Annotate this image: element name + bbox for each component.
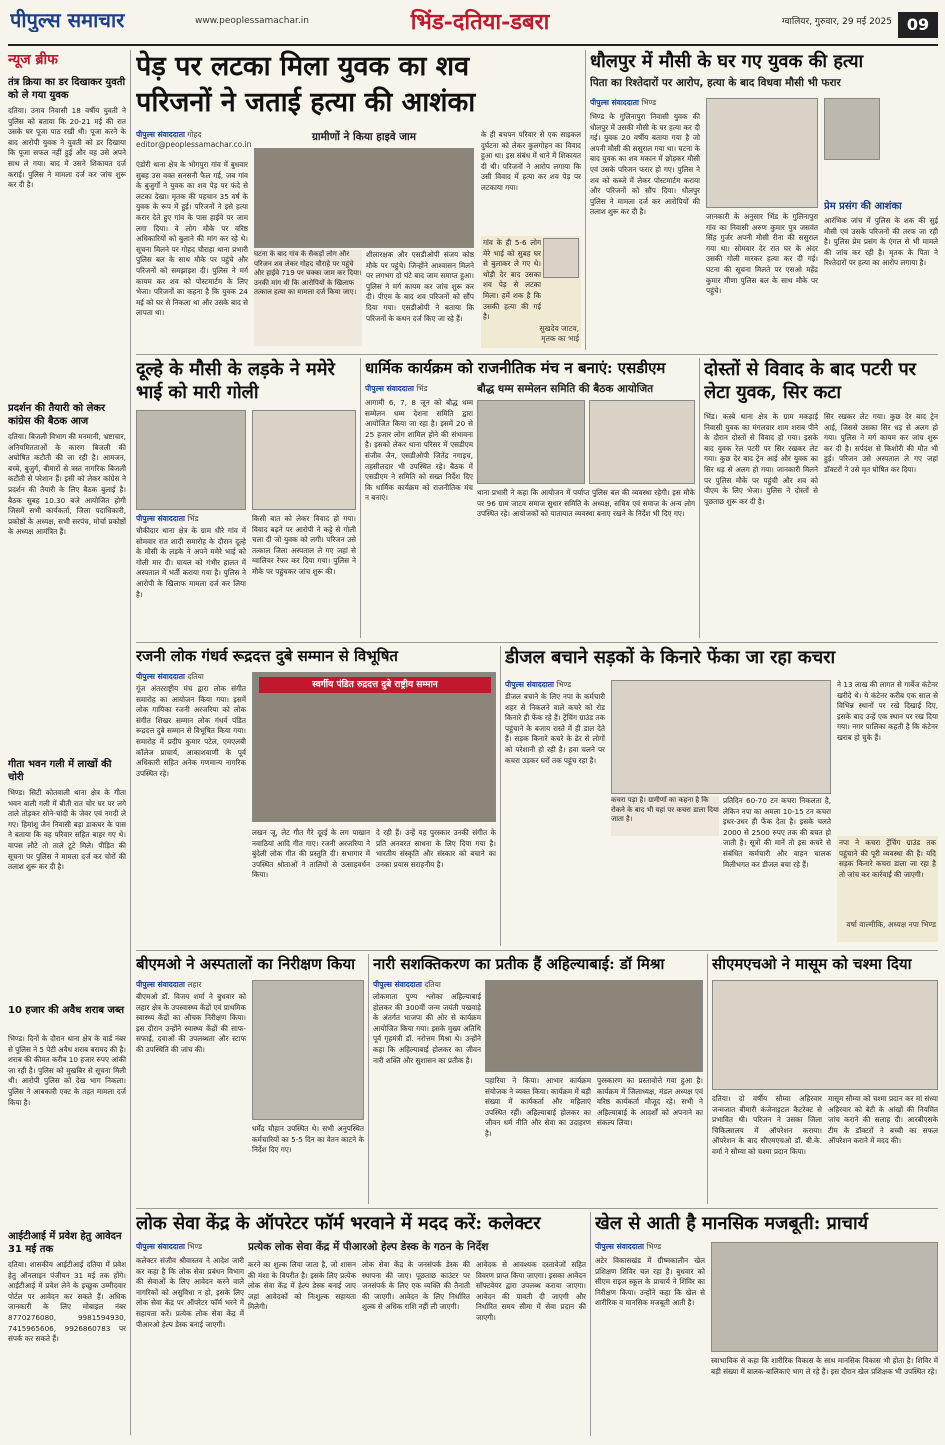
lead-headline-line2: परिजनों ने जताई हत्या की आशंका (136, 87, 476, 118)
byline-place: दतिया (187, 672, 204, 681)
article-body: लखन जू, लेट गीत गैरे दूरई के लग पाखान नवाठियां आदि गीत गाए। रजनी अरजरिया ने बुंदेली लोक गीत की प्रस्तुति दी। सभागार में उपस्थित श्रोताओं ने तालियों से उत्साहवर्धन किया। (252, 828, 370, 880)
article-body: कलेक्टर संजीव श्रीवास्तव ने आदेश जारी कर कहा है कि लोक सेवा प्रबंधन विभाग की सेवाओं के लिए आवेदन करने वाले नागरिकों को असुविधा न हो, इसके लिए लोक सेवा केंद्र पर ऑपरेटर फॉर्म भरने में सहायता करें। प्रत्येक लोक सेवा केंद्र में पीआरओ हेल्प डेस्क बनाई जाएगी। (136, 1256, 244, 1329)
byline-name: पीपुल्स संवाददाता (595, 1242, 644, 1251)
byline-name: पीपुल्स संवाददाता (136, 672, 185, 681)
story-subhead: प्रत्येक लोक सेवा केंद्र में पीआरओ हेल्प डेस्क के गठन के निर्देश (248, 1241, 489, 1253)
brief-body: दतिया। बिजली विभाग की मनमानी, भ्रष्टाचार, अनियमितताओं के कारण बिजली की अघोषित कटौती की जा रही है। आमजन, बच्चे, बुजुर्ग, बीमारों से त्रस्त नागरिक बिजली कटौती से परेशान हैं। इसी को लेकर कांग्रेस ने प्रदर्शन की तैयारी के लिए बैठक बुलाई है। बैठक सुबह 10.30 बजे आयोजित होगी जिसमें सभी कार्यकर्ता, जिला पदाधिकारी, प्रकोष्ठों के अध्यक्ष, सभी सरपंच, मोर्चा प्रकोष्ठों के अध्यक्ष आमंत्रित हैं। (8, 432, 126, 537)
quote-text: गांव के ही 5-6 लोग मेरे भाई को सुबह घर से बुलाकर ले गए थे। थोड़ी देर बाद उसका शव पेड़ से लटका मिला। हमें शक है कि उसकी हत्या की गई है। (483, 238, 541, 322)
garbage-dump-photo (611, 680, 831, 794)
story-subhead: बौद्ध धम्म सम्मेलन समिति की बैठक आयोजित (477, 383, 654, 395)
article-body: स्वाभाविक से कहा कि शारीरिक विकास के साथ मानसिक विकास भी होता है। शिविर में बड़ी संख्या में बालक-बालिकाएं भाग ले रहे हैं। इस दौरान खेल प्रशिक्षक भी उपस्थित रहे। (711, 1356, 938, 1376)
byline (136, 980, 246, 990)
byline-name: पीपुल्स संवाददाता (136, 514, 185, 523)
column-divider (585, 50, 586, 350)
article-body: लोक सेवा केंद्र के जनसंपर्क डेस्क की स्थापना की जाए। पूछताछ काउंटर पर जनसंपर्क के लिए एक व्यक्ति की तैनाती की जाएगी। आवेदन के लिए निर्धारित शुल्क से अधिक राशि नहीं ली जाएगी। (362, 1260, 470, 1312)
byline-place: भिण्ड (187, 1242, 203, 1251)
article-body: लोकमाता पुण्य श्लोका अहिल्याबाई होलकर की 300वीं जन्म जयंती पखवाड़े के अंतर्गत भाजपा की ओर से कार्यक्रम आयोजित किया गया। इसके मुख्य अतिथि पूर्व गृहमंत्री डॉ. नरोत्तम मिश्रा थे। उन्होंने कहा कि अहिल्याबाई होलकर का जीवन नारी शक्ति और सुशासन का प्रतीक है। (373, 992, 481, 1065)
byline-place: भिण्ड (646, 1242, 662, 1251)
column-divider (707, 954, 708, 1204)
story-headline: लोक सेवा केंद्र के ऑपरेटर फॉर्म भरवाने में मदद करें: कलेक्टर (136, 1213, 541, 1234)
quote-inset (481, 236, 581, 348)
masthead-rule (8, 44, 938, 46)
article-body: भिण्ड के गुलिनापुरा निवासी युवक की धौलपुर में उसकी मौसी के घर हत्या कर दी गई। युवक 20 वर्षीय बताया गया है जो अपनी मौसी की ससुराल गया था। घटना के बाद युवक का शव मकान में छोड़कर मौसी एवं उसके परिजन फरार हो गए। पुलिस ने शव को कब्जे में लेकर पोस्टमार्टम कराया और परिजनों को सौंप दिया। धौलपुर पुलिस ने मामला दर्ज कर आरोपियों की तलाश शुरू कर दी है। (590, 112, 700, 217)
byline (595, 1242, 705, 1252)
brief-title: प्रदर्शन की तैयारी को लेकर कांग्रेस की बैठक आज (8, 403, 106, 427)
byline (365, 384, 473, 394)
news-brief-column (8, 50, 126, 1435)
article-body: दे रही हैं। उन्हें यह पुरस्कार उनकी संगीत के प्रति अनवरत साधना के लिए दिया गया है। भारतीय संस्कृति और संस्कार को बचाने का उनका प्रयास सराहनीय है। (376, 828, 496, 869)
byline-name: पीपुल्स संवाददाता (505, 680, 554, 689)
article-body: अटेर विकासखंड में ग्रीष्मकालीन खेल प्रशिक्षण शिविर चल रहा है। बुधवार को सीएम राइज स्कूल के प्राचार्य ने शिविर का निरीक्षण किया। उन्होंने कहा कि खेल से शारीरिक व मानसिक मजबूती आती है। (595, 1256, 705, 1308)
byline-name: पीपुल्स संवाददाता (373, 980, 422, 989)
byline-place: गोहद (187, 130, 202, 139)
article-body: सिर रखकर लेट गया। कुछ देर बाद ट्रेन आई, जिससे उसका सिर धड़ से अलग हो गया। पुलिस ने मर्ग कायम कर जांच शुरू कर दी है। सर्पदंश से किशोरी की मौत भी हुई। परिजन उसे अस्पताल ले गए जहां डॉक्टरों ने उसे मृत घोषित कर दिया। (824, 412, 938, 474)
cmho-child-photo (712, 980, 938, 1090)
brief-title: 10 हजार की अवैध शराब जब्त (8, 1005, 125, 1016)
section-divider (136, 1208, 938, 1209)
article-body: पहारिया ने किया। आभार कार्यक्रम संयोजक ने व्यक्त किया। कार्यक्रम में बड़ी संख्या में कार्यकर्ता और महिलाएं उपस्थित रहीं। अहिल्याबाई होलकर का जीवन धर्म नीति और सेवा का उदाहरण है। (485, 1076, 591, 1138)
article-body: चौकीदार थाना क्षेत्र के ग्राम धीरे गांव में सोमवार रात शादी समारोह के दौरान दूल्हे के मौसी के लड़के ने अपने ममेरे भाई को गोली मार दी। घायल को गंभीर हालत में अस्पताल में भर्ती कराया गया है। पुलिस ने आरोपी के खिलाफ मामला दर्ज कर लिया है। (136, 526, 246, 599)
article-body: एंडोरी थाना क्षेत्र के भोगपुरा गांव में बुधवार सुबह उस वक्त सनसनी फैल गई, जब गांव के बुजुर्गों ने युवक का शव पेड़ पर फंदे से लटका देखा। मृतक की पहचान 35 वर्ष के युवक के रूप में हुई। परिजनों ने इसे हत्या करार देते हुए गांव के पास हाईवे पर जाम लगा दिया। वे लोग मौके पर वरिष्ठ अधिकारियों को बुलाने की मांग कर रहे थे। सूचना मिलने पर गोहद चौराहा थाना प्रभारी पुलिस बल के साथ मौके पर पहुंचे और परिजनों को समझाइश दी। पुलिस ने मर्ग कायम कर शव को पोस्टमार्टम के लिए भेजा। परिजनों का कहना है कि युवक 24 मई को घर से निकला था और उसके बाद से लापता था। (136, 160, 248, 318)
award-ceremony-photo (252, 672, 496, 822)
article-body: डीजल बचाने के लिए नपा के कर्मचारी शहर से निकलने वाले कचरे को रोड किनारे ही फेंक रहे हैं। ट्रेंचिंग ग्राउंड तक पहुंचाने के बजाय रास्ते में ही डाल देते हैं। सड़क किनारे कचरे के ढेर से लोगों को परेशानी हो रही है। हवा चलने पर कचरा उड़कर घरों तक पहुंच रहा है। (505, 692, 605, 765)
shooting-photo (136, 410, 246, 510)
newspaper-logo: पीपुल्स समाचार (10, 8, 125, 32)
column-divider (130, 50, 131, 1435)
column-divider (368, 954, 369, 1204)
meeting-photo (589, 400, 695, 484)
date-line: ग्वालियर, गुरुवार, 29 मई 2025 (782, 17, 892, 27)
loksewa-story (136, 1212, 586, 1436)
article-body: जानकारी के अनुसार भिंड के गुलिनापुरा गांव का निवासी अरुण कुमार पुत्र जसवंत सिंह गुर्जर अपनी मौसी रीना की ससुराल गया था। सोमवार देर रात घर के अंदर उसकी गोली मारकर हत्या कर दी गई। घटना की सूचना मिलते पर एसओ महेंद्र कुमार मीणा पुलिस बल के साथ मौके पर पहुंचे। (706, 212, 818, 296)
quote-signature: वर्षा वाल्मीकि, अध्यक्ष नपा भिण्ड (846, 920, 936, 929)
column-divider (590, 1212, 591, 1436)
byline-place: भिंड (416, 384, 428, 393)
article-body: शीलारक्षक और एसडीओपी संजय कोष्ठ मौके पर पहुंचे। जिन्होंने आश्वासन मिलने पर लगभग दो घंटे बाद जाम समाप्त हुआ। पुलिस ने मर्ग कायम कर जांच शुरू कर दी। पीएम के बाद शव परिजनों को सौंप दिया गया। एसडीओपी ने बताया कि परिजनों के कथन दर्ज किए जा रहे हैं। (366, 250, 474, 323)
bmo-story (136, 954, 364, 1204)
byline-place: लहार (187, 980, 202, 989)
rajni-story (136, 646, 496, 946)
page-number: 09 (898, 12, 938, 38)
brief-body: भिण्ड। दिनों के दौरान थाना क्षेत्र के वार्ड नंबर से पुलिस ने 5 पेटी अवैध शराब बरामद की है। शराब की कीमत करीब 10 हजार रुपए आंकी जा रही है। पुलिस को मुखबिर से सूचना मिली थी। आरोपी पुलिस को देख भाग निकला। पुलिस ने आबकारी एक्ट के तहत मामला दर्ज किया है। (8, 1034, 126, 1107)
section-title: भिंड-दतिया-डबरा (410, 9, 550, 35)
brief-title: गीता भवन गली में लाखों की चोरी (8, 759, 112, 783)
byline-name: पीपुल्स संवाददाता (590, 98, 639, 107)
story-headline: धार्मिक कार्यक्रम को राजनीतिक मंच न बनाएं: एसडीएम (365, 359, 666, 377)
article-body: आरंभिक जांच में पुलिस के शक की सुई मौसी एवं उसके परिजनों की तरफ जा रही है। पुलिस प्रेम प्रसंग के एंगल से भी मामले की जांच कर रही है। मृतक के पिता ने रिश्तेदारों पर हत्या का आरोप लगाया है। (824, 216, 938, 268)
byline-name: पीपुल्स संवाददाता (136, 130, 185, 139)
photo-caption: कचरा पड़ा है। ग्रामीणों का कहना है कि रोकने के बाद भी यहां पर कचरा डाला दिया जाता है। (611, 796, 719, 836)
brief-body: दतिया। शासकीय आईटीआई दतिया में प्रवेश हेतु ऑनलाइन पंजीयन 31 मई तक होंगे। आईटीआई में प्रवेश लेने के इच्छुक उम्मीदवार पोर्टल पर आवेदन कर सकते हैं। अधिक जानकारी के लिए मोबाइल नंबर 8770276080, 9981594930, 7415965606, 9926860783 पर संपर्क कर सकते हैं। (8, 1260, 126, 1344)
article-body: मासूम सौम्या को चश्मा प्रदान कर मां संध्या अहिरवार को बेटी के आंखों की नियमित जांच कराने की सलाह दी। आरबीएसके टीम के डॉक्टरों ने बच्ची का सफल ऑपरेशन कराने में मदद की। (828, 1094, 938, 1146)
brief-body: दतिया। उनाव निवासी 18 वर्षीय युवती ने पुलिस को बताया कि 20-21 मई की रात उसके घर पूजा पाठ रखी थी। पूजा करने के बाद आरोपी युवक ने युवती को डर दिखाया कि पूजा सफल नहीं हुई और वह उसे अपने साथ ले गया। बाद में उसने शिकायत दर्ज कराई। पुलिस ने मामला दर्ज कर जांच शुरू कर दी है। (8, 106, 126, 190)
website-url: www.peoplessamachar.in (195, 16, 309, 26)
sports-story (595, 1212, 938, 1436)
brief-body: भिण्ड। सिटी कोतवाली थाना क्षेत्र के गीता भवन वाली गली में बीती रात चोर घर पर लगे ताले तोड़कर सोने-चांदी के जेवर एवं नगदी ले गए। हिमांशु जैन निवासी बड़ा डाकघर के पास ने बताया कि वह परिवार सहित बाहर गए थे। वापस लौटे तो ताले टूटे मिले। पीड़ित की सूचना पर पुलिस ने मामला दर्ज कर चोरों की तलाश शुरू कर दी है। (8, 788, 126, 872)
brief-title: आईटीआई में प्रवेश हेतु आवेदन 31 मई तक (8, 1231, 122, 1255)
story-headline: रजनी लोक गंधर्व रूद्रदत्त दुबे सम्मान से विभूषित (136, 647, 398, 665)
story-headline: खेल से आती है मानसिक मजबूती: प्राचार्य (595, 1213, 869, 1234)
news-brief-label: न्यूज ब्रीफ (8, 52, 58, 68)
award-banner: स्वर्गीय पंडित रुद्रदत्त दुबे राष्ट्रीय सम्मान (259, 677, 491, 693)
byline-place: भिंड (187, 514, 199, 523)
lead-story (136, 50, 581, 350)
byline (373, 980, 481, 990)
brief-title: तंत्र क्रिया का डर दिखाकर युवती को ले गया युवक (8, 77, 126, 101)
ahilya-story (373, 954, 703, 1204)
article-body: किसी बात को लेकर विवाद हो गया। विवाद बढ़ने पर आरोपी ने कट्टे से गोली चला दी जो युवक को लगी। परिजन उसे तत्काल जिला अस्पताल ले गए जहां से ग्वालियर रेफर कर दिया गया। पुलिस ने मौके पर पहुंचकर जांच शुरू की। (252, 514, 356, 576)
article-body: आगामी 6, 7, 8 जून को बौद्ध धम्म सम्मेलन धम्म देशना समिति द्वारा आयोजित किया जा रहा है। इसमें 20 से 25 हजार लोग शामिल होने की संभावना है। इसको लेकर थाना परिसर में एसडीएम संजीव जैन, एसडीओपी जितेंद्र नगाइच, तहसीलदार भी उपस्थित रहे। बैठक में एसडीएम ने समिति को सख्त निर्देश दिए कि धार्मिक कार्यक्रम को राजनीतिक मंच न बनाएं। (365, 398, 473, 503)
section-divider (136, 950, 938, 951)
byline (505, 680, 605, 690)
story-headline: दूल्हे के मौसी के लड़के ने ममेरे भाई को मारी गोली (136, 359, 335, 403)
groom-story (136, 358, 356, 638)
article-body: के ही बचपन परिवार से एक साइकल दुर्घटना को लेकर कुलगोहन का विवाद हुआ था। इस संबंध में थाने में शिकायत दी थी। परिजनों ने आरोप लगाया कि उसी विवाद में हत्या कर शव पेड़ पर लटकाया गया। (481, 130, 581, 192)
cmho-story (712, 954, 938, 1204)
story-headline: सीएमएचओ ने मासूम को चश्मा दिया (712, 955, 912, 973)
photo-caption: घटना के बाद गांव के सैकड़ों लोग और परिजन शव लेकर गोहद चौराहे पर पहुंचे और हाईवे 719 पर चक्का जाम कर दिया। उनकी मांग थी कि आरोपियों के खिलाफ तत्काल हत्या का मामला दर्ज किया जाए। (254, 250, 362, 346)
meeting-photo (477, 400, 585, 484)
byline-name: पीपुल्स संवाददाता (136, 1242, 185, 1251)
lead-headline-line1: पेड़ पर लटका मिला युवक का शव (136, 51, 470, 82)
article-body: धर्मेंद्र चौहान उपस्थित थे। सभी अनुपस्थित कर्मचारियों का 5-5 दिन का वेतन काटने के निर्देश दिए गए। (252, 1124, 364, 1155)
byline-place: भिण्ड (556, 680, 572, 689)
section-divider (136, 642, 938, 643)
story-headline: डीजल बचाने सड़कों के किनारे फेंका जा रहा कचरा (505, 647, 836, 668)
byline-email: editor@peoplessamachar.co.in (136, 140, 252, 149)
article-body: पुरस्कारण का प्रस्तावोत्ते गया हुआ है। कार्यक्रम में जिलाध्यक्ष, मंडल अध्यक्ष एवं वरिष्ठ कार्यकर्ता मौजूद रहे। सभी ने अहिल्याबाई के आदर्शों को अपनाने का संकल्प लिया। (597, 1076, 703, 1128)
byline-place: दतिया (424, 980, 441, 989)
friends-story (704, 358, 938, 638)
byline-name: पीपुल्स संवाददाता (136, 980, 185, 989)
article-body: करने का शुल्क लिया जाता है, जो शासन की मंशा के विपरीत है। इसके लिए प्रत्येक लोक सेवा केंद्र में हेल्प डेस्क बनाई जाए जहां आवेदकों को निःशुल्क सहायता मिलेगी। (248, 1260, 356, 1312)
photo-heading: ग्रामीणों ने किया हाइवे जाम (311, 131, 417, 143)
victim-photo (824, 98, 880, 160)
section-subhead: प्रेम प्रसंग की आशंका (824, 201, 902, 212)
article-body: प्रतिदिन 60-70 टन कचरा निकलता है, लेकिन नपा का अमला 10-15 टन कचरा इधर-उधर ही फेंक देता है। इसके चलते 2000 से 2500 रुपए तक की बचत हो जाती है। सूत्रों की मानें तो इस कचरे से संबंधित कर्मचारी और वाहन चालक मिलीभगत कर डीजल बचा रहे हैं। (723, 796, 831, 869)
article-body: भिंड। कस्बे थाना क्षेत्र के ग्राम मकड़ाई निवासी युवक का मंगलवार शाम शराब पीने के दौरान दोस्तों से विवाद हो गया। इसके बाद युवक रेल पटरी पर सिर रखकर लेट गया। कुछ देर बाद ट्रेन आई और युवक का सिर धड़ से अलग हो गया। जानकारी मिलने पर पुलिस मौके पर पहुंची और शव को पीएम के लिए भेजा। पुलिस ने दोस्तों से पूछताछ शुरू कर दी है। (704, 412, 818, 506)
story-headline: नारी सशक्तिकरण का प्रतीक हैं अहिल्याबाई: डॉ मिश्रा (373, 955, 665, 973)
byline (136, 130, 256, 156)
byline (590, 98, 700, 110)
garbage-story (505, 646, 938, 946)
hospital-inspection-photo (252, 980, 364, 1120)
byline (136, 672, 246, 682)
column-divider (500, 646, 501, 946)
event-photo (485, 980, 703, 1072)
article-body: बीएमओ डॉ. विजय शर्मा ने बुधवार को लहार क्षेत्र के उपस्वास्थ्य केंद्रों एवं प्राथमिक स्वास्थ्य केंद्रों का औचक निरीक्षण किया। इस दौरान उन्होंने स्वास्थ्य केंद्रों की साफ-सफाई, दवाओं की उपलब्धता और स्टाफ की उपस्थिति की जांच की। (136, 992, 246, 1054)
religious-story (365, 358, 695, 638)
injured-photo (252, 410, 356, 510)
masthead (0, 0, 945, 44)
byline (136, 514, 246, 524)
quote-role: मृतक का भाई (541, 334, 579, 343)
article-body: आवेदक से आवश्यक दस्तावेजों सहित विवरण प्राप्त किया जाएगा। इसका आवेदन सॉफ्टवेयर द्वारा उपलब्ध कराया जाएगा। आवेदन की पावती दी जाएगी और निर्धारित समय सीमा में सेवा प्रदान की जाएगी। (476, 1260, 586, 1322)
article-body: थाना प्रभारी ने कहा कि आयोजन में पर्याप्त पुलिस बल की व्यवस्था रहेगी। इस मौके पर 96 ग्राम जाटव समाज सुधार समिति के अध्यक्ष, सचिव एवं समाज के अन्य लोग उपस्थित रहे। आयोजकों को यातायात व्यवस्था बनाए रखने के निर्देश भी दिए गए। (477, 488, 695, 519)
quote-name: सुखदेव जाटव, (539, 324, 579, 333)
column-divider (699, 358, 700, 638)
quote-text: नपा ने कचरा ट्रेंचिंग ग्राउंड तक पहुंचाने की पूरी व्यवस्था की है। यदि सड़क किनारे कचरा डाला जा रहा है तो जांच कर कार्रवाई की जाएगी। (839, 838, 936, 879)
quote-inset (837, 836, 938, 942)
story-headline: धौलपुर में मौसी के घर गए युवक की हत्या (590, 51, 864, 72)
dholpur-story (590, 50, 938, 350)
victim-brother-photo (543, 238, 579, 278)
sports-camp-photo (711, 1242, 938, 1352)
byline-name: पीपुल्स संवाददाता (365, 384, 414, 393)
column-divider (360, 358, 361, 638)
story-headline: बीएमओ ने अस्पतालों का निरीक्षण किया (136, 955, 356, 973)
article-body: ने 13 लाख की लागत से गार्बेज कंटेनर खरीदे थे। ये कंटेनर करीब एक साल से विभिन्न स्थानों पर रखे दिखाई दिए, इसके बाद उन्हें एक स्थान पर रख दिया गया। नगर पालिका कहती है कि कंटेनर खराब हो चुके हैं। (837, 680, 938, 742)
byline-place: भिण्ड (641, 98, 657, 107)
byline (136, 1242, 244, 1252)
article-body: गूंज अंतरराष्ट्रीय मंच द्वारा लोक संगीत समारोह का आयोजन किया गया। इसमें लोक गायिका रजनी अरजरिया को लोक संगीत शिखर सम्मान लोक गंधर्व पंडित रूद्रदत्त दुबे सम्मान से विभूषित किया गया। समारोह में प्रदीप कुमार पटेल, एमएलबी कॉलेज प्राचार्य, आकाशवाणी के पूर्व अधिकारी सहित अनेक गणमान्य नागरिक उपस्थित रहे। (136, 684, 246, 778)
story-subhead: पिता का रिश्तेदारों पर आरोप, हत्या के बाद विधवा मौसी भी फरार (590, 77, 841, 89)
story-headline: दोस्तों से विवाद के बाद पटरी पर लेटा युवक, सिर कटा (704, 359, 917, 403)
section-divider (136, 354, 938, 355)
house-photo (706, 98, 818, 208)
highway-jam-photo (254, 148, 474, 248)
article-body: दतिया। दो वर्षीय सौम्या अहिरवार जन्मजात बीमारी कंजेनाइटल कैटरेक्ट से प्रभावित थी। परिजन ने उसका जिला चिकित्सालय में ऑपरेशन कराया। ऑपरेशन के बाद सीएमएचओ डॉ. बी.के. वर्मा ने सौम्या को चश्मा प्रदान किया। (712, 1094, 822, 1156)
